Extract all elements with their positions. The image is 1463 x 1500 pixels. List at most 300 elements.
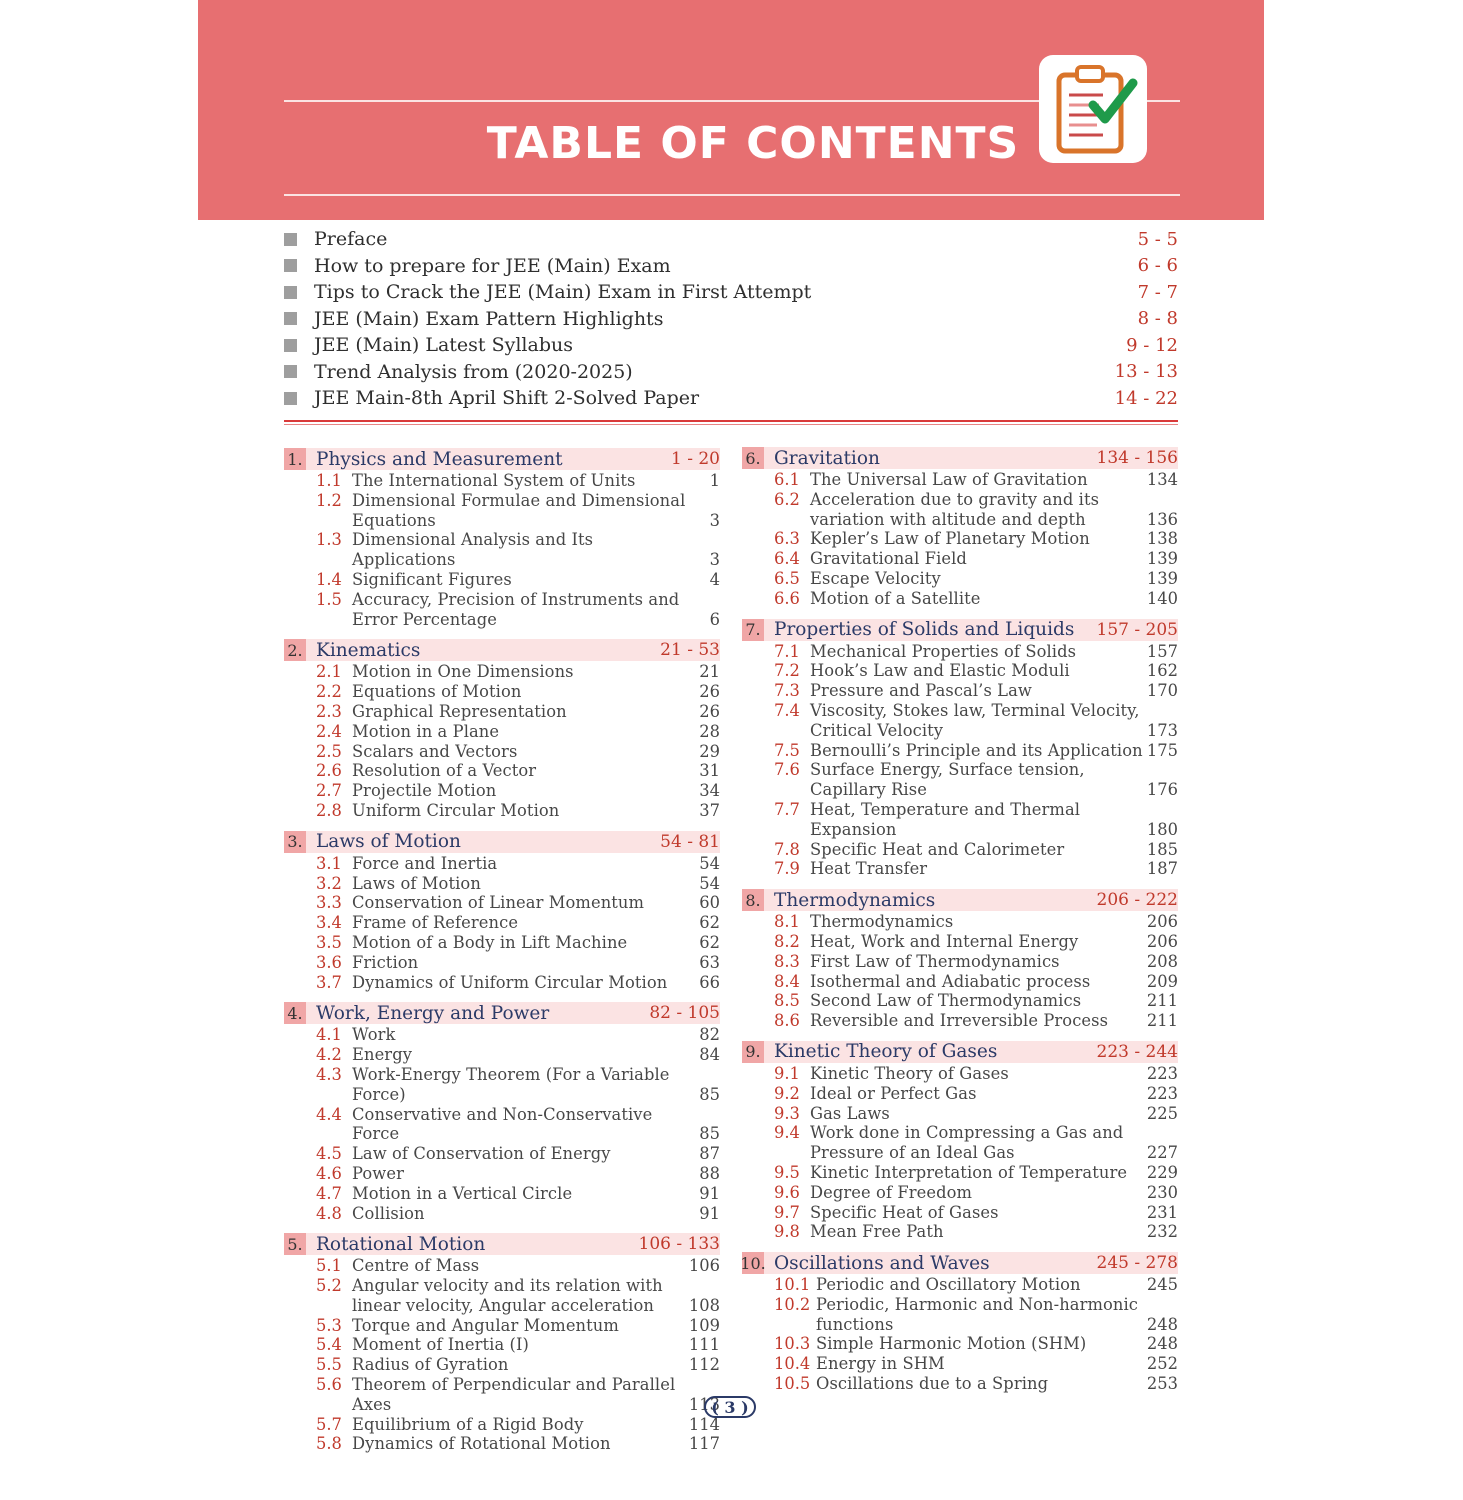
intro-item[interactable] xyxy=(284,385,1178,412)
section-title: Surface Energy, Surface tension, Capillary Rise xyxy=(810,760,1085,800)
section-title: Equations of Motion xyxy=(352,682,522,702)
section-number: 4.8 xyxy=(316,1203,342,1223)
section-page: 31 xyxy=(699,761,720,781)
section-divider-thin xyxy=(284,424,1178,425)
section-title: Dimensional Analysis and Its Applications xyxy=(352,530,594,570)
section-entry[interactable] xyxy=(284,471,720,491)
section-title: Work done in Compressing a Gas and Pressure of an Ideal Gas xyxy=(810,1123,1124,1163)
section-entry[interactable] xyxy=(284,1184,720,1204)
chapter-heading[interactable] xyxy=(742,1252,1178,1274)
intro-item[interactable] xyxy=(284,306,1178,333)
section-entry[interactable] xyxy=(284,1105,720,1145)
bullet-square-icon xyxy=(284,259,297,272)
section-page: 139 xyxy=(1146,568,1178,588)
section-number: 10.5 xyxy=(774,1374,811,1394)
chapter-title: Laws of Motion xyxy=(316,831,461,853)
section-page: 208 xyxy=(1146,951,1178,971)
section-entry[interactable] xyxy=(284,801,720,821)
page-title: TABLE OF CONTENTS xyxy=(486,118,1020,169)
section-number: 5.4 xyxy=(316,1335,342,1355)
section-number: 9.4 xyxy=(774,1123,800,1143)
section-number: 4.4 xyxy=(316,1104,342,1124)
section-page: 157 xyxy=(1146,641,1178,661)
section-page: 176 xyxy=(1146,780,1178,800)
section-entry[interactable] xyxy=(284,742,720,762)
chapter-title: Physics and Measurement xyxy=(316,448,563,470)
chapter-block xyxy=(284,1002,720,1223)
section-number: 6.3 xyxy=(774,529,800,549)
section-title: Radius of Gyration xyxy=(352,1355,509,1375)
section-entry[interactable] xyxy=(284,702,720,722)
section-entry[interactable] xyxy=(742,859,1178,879)
intro-item-label: Preface xyxy=(314,228,388,251)
section-title: Dynamics of Uniform Circular Motion xyxy=(352,972,668,992)
section-title: Motion in a Plane xyxy=(352,721,500,741)
section-entry[interactable] xyxy=(284,1276,720,1316)
chapter-number: 8. xyxy=(742,889,764,911)
section-page: 85 xyxy=(699,1084,720,1104)
chapter-title: Work, Energy and Power xyxy=(316,1002,550,1024)
section-title: Pressure and Pascal’s Law xyxy=(810,681,1032,701)
section-title: Heat, Work and Internal Energy xyxy=(810,931,1079,951)
chapter-pages: 54 - 81 xyxy=(660,831,720,852)
section-entry[interactable] xyxy=(284,1065,720,1105)
section-number: 7.3 xyxy=(774,681,800,701)
section-entry[interactable] xyxy=(742,1222,1178,1242)
section-page: 170 xyxy=(1146,681,1178,701)
section-number: 2.6 xyxy=(316,761,342,781)
section-title: Kinetic Theory of Gases xyxy=(810,1063,1009,1083)
section-page: 4 xyxy=(709,569,720,589)
section-title: Simple Harmonic Motion (SHM) xyxy=(816,1334,1087,1354)
chapters-column-left xyxy=(284,448,720,1464)
chapter-pages: 1 - 20 xyxy=(671,449,720,469)
section-entry[interactable] xyxy=(284,570,720,590)
section-entry[interactable] xyxy=(284,682,720,702)
section-number: 4.1 xyxy=(316,1025,342,1045)
section-page: 114 xyxy=(688,1414,720,1434)
section-title: Graphical Representation xyxy=(352,701,567,721)
section-entry[interactable] xyxy=(284,1256,720,1276)
section-title: Dynamics of Rotational Motion xyxy=(352,1434,611,1454)
section-number: 6.1 xyxy=(774,470,800,489)
section-page: 231 xyxy=(1146,1202,1178,1222)
section-title: Conservative and Non-Conservative Force xyxy=(352,1104,653,1144)
section-entry[interactable] xyxy=(742,470,1178,490)
section-entry[interactable] xyxy=(742,991,1178,1011)
intro-item-pages: 7 - 7 xyxy=(1137,281,1178,303)
section-number: 6.2 xyxy=(774,489,800,509)
section-entry[interactable] xyxy=(742,642,1178,662)
section-number: 8.1 xyxy=(774,912,800,932)
section-entry[interactable] xyxy=(742,529,1178,549)
chapter-heading[interactable] xyxy=(742,619,1178,641)
section-entry[interactable] xyxy=(284,953,720,973)
section-page: 3 xyxy=(709,550,720,570)
section-entry[interactable] xyxy=(742,1275,1178,1295)
section-entry[interactable] xyxy=(742,741,1178,761)
section-number: 8.3 xyxy=(774,951,800,971)
section-entry[interactable] xyxy=(742,490,1178,530)
chapter-title: Gravitation xyxy=(774,447,880,469)
section-entry[interactable] xyxy=(284,973,720,993)
section-number: 1.5 xyxy=(316,589,342,609)
chapter-heading[interactable] xyxy=(284,1002,720,1024)
section-entry[interactable] xyxy=(284,590,720,630)
intro-item[interactable] xyxy=(284,332,1178,359)
section-entry[interactable] xyxy=(284,913,720,933)
chapter-title: Properties of Solids and Liquids xyxy=(774,619,1075,641)
section-title: Viscosity, Stokes law, Terminal Velocity, Critical Velocity xyxy=(810,700,1140,740)
section-entry[interactable] xyxy=(742,681,1178,701)
section-title: The International System of Units xyxy=(352,471,636,490)
intro-list xyxy=(284,226,1178,412)
chapter-heading[interactable] xyxy=(284,448,720,470)
section-page: 109 xyxy=(688,1315,720,1335)
section-page: 111 xyxy=(688,1335,720,1355)
chapter-pages: 223 - 244 xyxy=(1096,1041,1178,1062)
section-title: Escape Velocity xyxy=(810,568,941,588)
section-number: 1.3 xyxy=(316,530,342,550)
section-entry[interactable] xyxy=(284,893,720,913)
section-entry[interactable] xyxy=(284,1415,720,1435)
intro-item-pages: 6 - 6 xyxy=(1137,255,1178,277)
section-entry[interactable] xyxy=(284,933,720,953)
intro-item-label: How to prepare for JEE (Main) Exam xyxy=(314,254,671,277)
section-title: Kepler’s Law of Planetary Motion xyxy=(810,529,1090,549)
intro-item[interactable] xyxy=(284,359,1178,386)
section-page: 206 xyxy=(1146,912,1178,932)
section-page: 108 xyxy=(688,1295,720,1315)
chapter-pages: 206 - 222 xyxy=(1096,890,1178,911)
section-number: 3.1 xyxy=(316,853,342,873)
section-entry[interactable] xyxy=(284,1434,720,1454)
section-entry[interactable] xyxy=(742,661,1178,681)
section-page: 229 xyxy=(1146,1162,1178,1182)
section-title: Motion in One Dimensions xyxy=(352,662,574,682)
section-page: 54 xyxy=(699,853,720,873)
section-number: 3.6 xyxy=(316,952,342,972)
section-number: 8.2 xyxy=(774,931,800,951)
section-page: 248 xyxy=(1146,1334,1178,1354)
section-entry[interactable] xyxy=(742,1084,1178,1104)
section-number: 5.5 xyxy=(316,1355,342,1375)
section-title: Angular velocity and its relation with linear velocity, Angular acceleration xyxy=(352,1276,663,1315)
bullet-square-icon xyxy=(284,392,297,405)
section-page: 21 xyxy=(699,662,720,682)
section-title: Collision xyxy=(352,1203,425,1223)
section-entry[interactable] xyxy=(742,760,1178,800)
chapters-column-right xyxy=(742,447,1178,1404)
section-entry[interactable] xyxy=(284,854,720,874)
chapter-number: 1. xyxy=(284,448,306,470)
section-entry[interactable] xyxy=(284,722,720,742)
section-number: 9.1 xyxy=(774,1063,800,1083)
intro-item-label: JEE (Main) Latest Syllabus xyxy=(314,334,573,357)
section-page: 63 xyxy=(699,952,720,972)
section-number: 5.2 xyxy=(316,1276,342,1296)
section-title: Laws of Motion xyxy=(352,873,481,893)
intro-item[interactable] xyxy=(284,226,1178,253)
section-page: 223 xyxy=(1146,1083,1178,1103)
section-page: 37 xyxy=(699,800,720,820)
section-number: 1.2 xyxy=(316,490,342,510)
section-number: 3.5 xyxy=(316,932,342,952)
section-number: 4.2 xyxy=(316,1045,342,1065)
section-entry[interactable] xyxy=(284,1375,720,1415)
section-entry[interactable] xyxy=(742,701,1178,741)
section-entry[interactable] xyxy=(742,1295,1178,1335)
section-number: 9.8 xyxy=(774,1222,800,1242)
chapter-number: 6. xyxy=(742,447,764,469)
section-entry[interactable] xyxy=(742,1354,1178,1374)
section-page: 106 xyxy=(688,1256,720,1276)
section-page: 117 xyxy=(688,1434,720,1454)
section-page: 62 xyxy=(699,932,720,952)
section-page: 91 xyxy=(699,1203,720,1223)
bullet-square-icon xyxy=(284,233,297,246)
intro-item-pages: 14 - 22 xyxy=(1114,387,1178,409)
section-page: 232 xyxy=(1146,1222,1178,1242)
section-title: Work-Energy Theorem (For a Variable Force) xyxy=(352,1064,670,1104)
section-page: 82 xyxy=(699,1025,720,1045)
section-title: Significant Figures xyxy=(352,569,512,589)
section-title: Heat Transfer xyxy=(810,859,928,879)
section-page: 223 xyxy=(1146,1063,1178,1083)
section-number: 4.5 xyxy=(316,1144,342,1164)
bullet-square-icon xyxy=(284,286,297,299)
section-entry[interactable] xyxy=(284,1355,720,1375)
section-page: 87 xyxy=(699,1144,720,1164)
section-entry[interactable] xyxy=(284,1164,720,1184)
intro-item-label: Tips to Crack the JEE (Main) Exam in First Attempt xyxy=(314,281,812,304)
section-page: 138 xyxy=(1146,529,1178,549)
section-number: 1.1 xyxy=(316,471,342,490)
chapter-pages: 157 - 205 xyxy=(1096,619,1178,640)
section-page: 113 xyxy=(688,1394,720,1414)
chapter-number: 9. xyxy=(742,1041,764,1063)
section-title: Gas Laws xyxy=(810,1103,890,1123)
section-page: 140 xyxy=(1146,588,1178,608)
section-number: 10.1 xyxy=(774,1275,811,1295)
chapter-block xyxy=(284,448,720,629)
section-title: Projectile Motion xyxy=(352,781,497,801)
bullet-square-icon xyxy=(284,312,297,325)
section-number: 4.7 xyxy=(316,1183,342,1203)
chapter-number: 7. xyxy=(742,619,764,641)
section-title: Mechanical Properties of Solids xyxy=(810,641,1077,661)
section-page: 162 xyxy=(1146,661,1178,681)
section-page: 29 xyxy=(699,741,720,761)
bullet-square-icon xyxy=(284,365,297,378)
section-page: 211 xyxy=(1146,1011,1178,1031)
section-title: Work xyxy=(352,1025,396,1045)
section-number: 4.6 xyxy=(316,1163,342,1183)
section-title: Centre of Mass xyxy=(352,1256,480,1276)
section-number: 4.3 xyxy=(316,1064,342,1084)
section-number: 3.4 xyxy=(316,913,342,933)
section-entry[interactable] xyxy=(742,1064,1178,1084)
section-page: 34 xyxy=(699,781,720,801)
section-entry[interactable] xyxy=(284,1144,720,1164)
section-title: The Universal Law of Gravitation xyxy=(810,470,1088,489)
chapter-block xyxy=(742,1041,1178,1242)
section-number: 8.6 xyxy=(774,1011,800,1031)
section-title: Torque and Angular Momentum xyxy=(352,1315,619,1335)
section-title: Motion of a Satellite xyxy=(810,588,981,608)
intro-item-pages: 5 - 5 xyxy=(1137,228,1178,250)
section-title: Reversible and Irreversible Process xyxy=(810,1011,1109,1031)
section-number: 10.4 xyxy=(774,1354,811,1374)
chapter-heading[interactable] xyxy=(742,447,1178,469)
section-entry[interactable] xyxy=(742,912,1178,932)
header-rule-bottom xyxy=(284,194,1180,196)
chapter-pages: 106 - 133 xyxy=(638,1234,720,1255)
section-title: Mean Free Path xyxy=(810,1222,944,1242)
section-page: 6 xyxy=(709,609,720,629)
section-entry[interactable] xyxy=(742,1374,1178,1394)
section-entry[interactable] xyxy=(284,1335,720,1355)
section-number: 8.4 xyxy=(774,971,800,991)
chapter-heading[interactable] xyxy=(742,889,1178,911)
section-number: 7.1 xyxy=(774,641,800,661)
section-number: 9.6 xyxy=(774,1182,800,1202)
intro-item[interactable] xyxy=(284,253,1178,280)
section-number: 5.6 xyxy=(316,1375,342,1395)
section-title: First Law of Thermodynamics xyxy=(810,951,1060,971)
section-title: Periodic, Harmonic and Non-harmonic functions xyxy=(816,1294,1139,1334)
section-title: Accuracy, Precision of Instruments and Error Percentage xyxy=(352,589,680,629)
section-number: 6.6 xyxy=(774,588,800,608)
section-number: 10.2 xyxy=(774,1294,811,1314)
section-entry[interactable] xyxy=(284,1316,720,1336)
section-entry[interactable] xyxy=(284,491,720,531)
section-entry[interactable] xyxy=(742,932,1178,952)
section-number: 2.3 xyxy=(316,701,342,721)
section-title: Heat, Temperature and Thermal Expansion xyxy=(810,799,1081,839)
section-entry[interactable] xyxy=(742,1334,1178,1354)
section-entry[interactable] xyxy=(742,840,1178,860)
section-page: 88 xyxy=(699,1163,720,1183)
section-title: Force and Inertia xyxy=(352,853,498,873)
section-entry[interactable] xyxy=(284,662,720,682)
section-title: Degree of Freedom xyxy=(810,1182,973,1202)
section-title: Law of Conservation of Energy xyxy=(352,1144,611,1164)
section-entry[interactable] xyxy=(284,1025,720,1045)
section-title: Specific Heat and Calorimeter xyxy=(810,839,1065,859)
section-title: Theorem of Perpendicular and Parallel Axes xyxy=(352,1375,676,1414)
section-page: 85 xyxy=(699,1124,720,1144)
chapter-heading[interactable] xyxy=(284,1233,720,1255)
section-entry[interactable] xyxy=(742,1203,1178,1223)
section-number: 7.7 xyxy=(774,799,800,819)
chapter-number: 10. xyxy=(740,1253,766,1273)
section-number: 3.7 xyxy=(316,972,342,992)
section-number: 7.6 xyxy=(774,760,800,780)
section-page: 26 xyxy=(699,701,720,721)
section-entry[interactable] xyxy=(742,1183,1178,1203)
section-page: 187 xyxy=(1146,859,1178,879)
section-title: Oscillations due to a Spring xyxy=(816,1374,1049,1394)
section-page: 3 xyxy=(709,510,720,530)
section-page: 252 xyxy=(1146,1354,1178,1374)
section-title: Moment of Inertia (I) xyxy=(352,1335,529,1355)
section-entry[interactable] xyxy=(284,530,720,570)
section-page: 225 xyxy=(1146,1103,1178,1123)
section-entry[interactable] xyxy=(742,569,1178,589)
section-page: 209 xyxy=(1146,971,1178,991)
section-entry[interactable] xyxy=(284,1045,720,1065)
section-entry[interactable] xyxy=(742,549,1178,569)
section-title: Motion of a Body in Lift Machine xyxy=(352,932,628,952)
page-number: ( 3 ) xyxy=(704,1396,756,1418)
section-divider xyxy=(284,420,1178,422)
section-entry[interactable] xyxy=(284,761,720,781)
section-page: 248 xyxy=(1146,1314,1178,1334)
section-title: Motion in a Vertical Circle xyxy=(352,1183,573,1203)
section-number: 1.4 xyxy=(316,569,342,589)
intro-item-pages: 8 - 8 xyxy=(1137,308,1178,330)
section-title: Gravitational Field xyxy=(810,549,967,569)
section-entry[interactable] xyxy=(742,1123,1178,1163)
chapter-heading[interactable] xyxy=(742,1041,1178,1063)
section-entry[interactable] xyxy=(742,589,1178,609)
section-entry[interactable] xyxy=(742,972,1178,992)
chapter-pages: 21 - 53 xyxy=(660,640,720,661)
section-number: 5.1 xyxy=(316,1256,342,1276)
section-entry[interactable] xyxy=(284,874,720,894)
section-page: 84 xyxy=(699,1045,720,1065)
section-number: 2.4 xyxy=(316,721,342,741)
section-title: Energy in SHM xyxy=(816,1354,945,1374)
intro-item[interactable] xyxy=(284,279,1178,306)
section-entry[interactable] xyxy=(742,1011,1178,1031)
section-title: Scalars and Vectors xyxy=(352,741,518,761)
chapter-title: Kinetic Theory of Gases xyxy=(774,1041,998,1063)
section-title: Thermodynamics xyxy=(810,912,954,932)
section-entry[interactable] xyxy=(284,781,720,801)
chapter-title: Rotational Motion xyxy=(316,1233,486,1255)
section-page: 230 xyxy=(1146,1182,1178,1202)
section-number: 2.7 xyxy=(316,781,342,801)
section-entry[interactable] xyxy=(742,952,1178,972)
intro-item-pages: 13 - 13 xyxy=(1114,361,1178,383)
section-entry[interactable] xyxy=(742,1163,1178,1183)
section-title: Second Law of Thermodynamics xyxy=(810,991,1082,1011)
chapter-heading[interactable] xyxy=(284,639,720,661)
chapter-heading[interactable] xyxy=(284,831,720,853)
chapter-block xyxy=(742,1252,1178,1394)
section-number: 7.5 xyxy=(774,740,800,760)
section-entry[interactable] xyxy=(742,800,1178,840)
chapter-pages: 134 - 156 xyxy=(1096,448,1178,468)
chapter-block xyxy=(742,889,1178,1031)
section-page: 60 xyxy=(699,893,720,913)
chapter-block xyxy=(742,619,1178,880)
section-entry[interactable] xyxy=(284,1204,720,1224)
section-number: 6.4 xyxy=(774,549,800,569)
chapter-number: 3. xyxy=(284,831,306,853)
section-number: 10.3 xyxy=(774,1334,811,1354)
section-title: Dimensional Formulae and Dimensional Equations xyxy=(352,490,686,530)
section-title: Bernoulli’s Principle and its Application xyxy=(810,740,1143,760)
section-entry[interactable] xyxy=(742,1104,1178,1124)
chapter-number: 2. xyxy=(284,639,306,661)
section-number: 5.8 xyxy=(316,1434,342,1454)
chapter-block xyxy=(284,639,720,820)
section-number: 8.5 xyxy=(774,991,800,1011)
section-page: 211 xyxy=(1146,991,1178,1011)
